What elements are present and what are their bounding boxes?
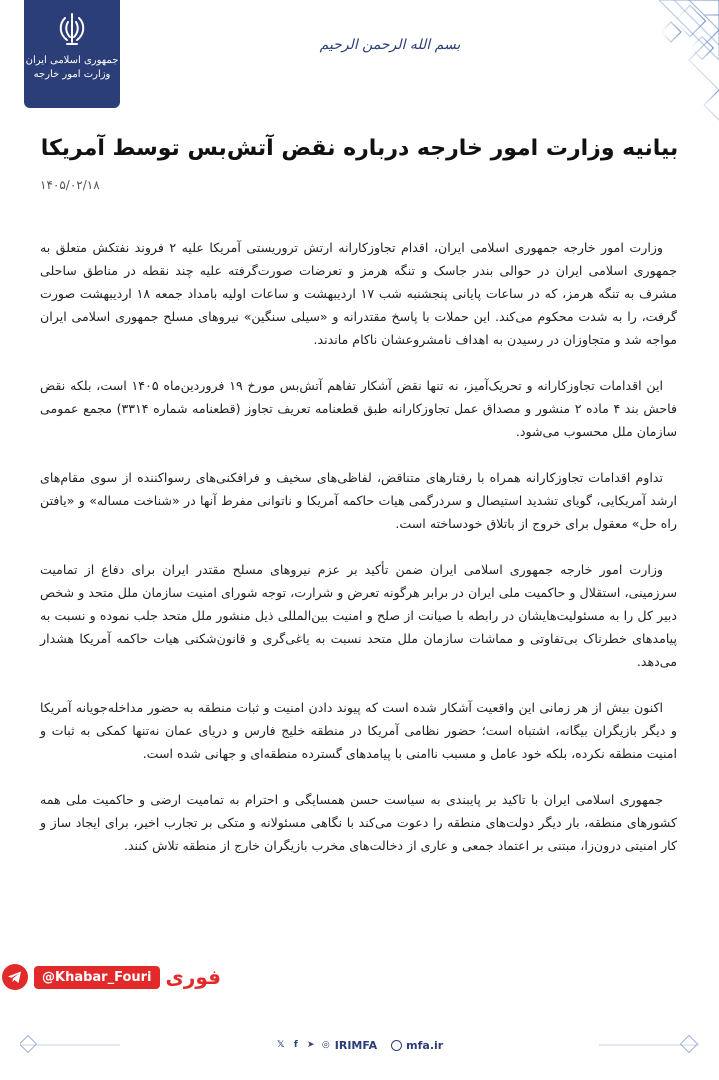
channel-brand-logo: فوری — [165, 965, 221, 989]
footer — [0, 1010, 719, 1080]
facebook-icon: f — [293, 1040, 298, 1050]
paragraph: تداوم اقدامات تجاوزکارانه همراه با رفتارهای متناقض، لفاظی‌های سخیف و فرافکنی‌های رسواکننده از سوی مقام‌های ارشد آمریکایی، گویای تشدید استیصال و سردرگمی هیات حاکمه آمریکا و ناتوانی مفرط آنها در «شناخت مساله» و «یافتن راه حل» معقول برای خروج از باتلاق خودساخته است. — [40, 470, 677, 531]
iran-emblem-icon — [24, 10, 120, 52]
footer-social[interactable] — [276, 1039, 377, 1052]
decorative-corner-pattern — [569, 0, 719, 150]
basmala-calligraphy: بسم الله الرحمن الرحیم — [319, 37, 461, 53]
paragraph: وزارت امور خارجه جمهوری اسلامی ایران، اقدام تجاوزکارانه ارتش تروریستی آمریکا علیه ۲ فروند نفتکش متعلق به جمهوری اسلامی ایران در حوالی بندر جاسک و تنگه هرمز و تعرضات صورت‌گرفته علیه چند نقطه در مناطق ساحلی مشرف به تنگه هرمز، که در ساعات پایانی پنجشنبه شب ۱۷ اردیبهشت و ساعات اولیه بامداد جمعه ۱۸ اردیبهشت صورت گرفت، را به شدت محکوم می‌کند. این حملات با پاسخ مقتدرانه و «سیلی سنگین» نیروهای مسلح جمهوری اسلامی ایران مواجه شد و متجاوزان در رسیدن به اهداف نامشروعشان ناکام ماندند. — [40, 240, 677, 347]
telegram-small-icon: ➤ — [307, 1040, 315, 1050]
channel-handle: @Khabar_Fouri — [34, 966, 160, 989]
paragraph: وزارت امور خارجه جمهوری اسلامی ایران ضمن تأکید بر عزم نیروهای مسلح مقتدر ایران برای دفاع از تمامیت سرزمینی، استقلال و حاکمیت ملی ایران در برابر هرگونه تعرض و شرارت، توجه شورای امنیت سازمان ملل متحد و شخص دبیر کل را به مسئولیت‌هایشان در رابطه با صیانت از صلح و امنیت بین‌المللی ذیل منشور ملل متحد جلب نموده و نسبت به پیامدهای خطرناک بی‌تفاوتی و مماشات سازمان ملل متحد نسبت به یاغی‌گری و قانون‌شکنی هیات حاکمه آمریکا هشدار می‌دهد. — [40, 562, 677, 669]
footer-website[interactable] — [391, 1039, 443, 1052]
paragraph: این اقدامات تجاوزکارانه و تحریک‌آمیز، نه تنها نقض آشکار تفاهم آتش‌بس مورخ ۱۹ فروردین‌ماه ۱۴۰۵ است، بلکه نقض فاحش بند ۴ ماده ۲ منشور و مصداق عمل تجاوزکارانه طبق قطعنامه تعریف تجاوز (قطعنامه شماره ۳۳۱۴) مجمع عمومی سازمان ملل محسوب می‌شود. — [40, 378, 678, 439]
paragraph: جمهوری اسلامی ایران با تاکید بر پایبندی به سیاست حسن همسایگی و احترام به تمامیت ارضی و حاکمیت ملی همه کشورهای منطقه، بار دیگر دولت‌های منطقه را دعوت می‌کند با نگاهی مسئولانه و متکی بر تجارب اخیر، برای ایجاد ساز و کار امنیتی درون‌زا، مبتنی بر اعتماد جمعی و عاری از دخالت‌های مخرب بازیگران خارج از منطقه تلاش کنند. — [40, 792, 677, 853]
channel-watermark — [0, 960, 220, 994]
instagram-icon: ◎ — [321, 1040, 330, 1050]
footer-decoration-right — [599, 1034, 699, 1056]
emblem-country-name: جمهوری اسلامی ایران — [25, 55, 119, 66]
ministry-emblem-box — [24, 0, 120, 108]
emblem-ministry-name: وزارت امور خارجه — [33, 69, 111, 80]
statement-date: ۱۴۰۵/۰۲/۱۸ — [40, 178, 100, 192]
social-handle: IRIMFA — [334, 1038, 378, 1052]
social-icons — [276, 1040, 331, 1050]
footer-contact-bar — [120, 1028, 599, 1062]
statement-title: بیانیه وزارت امور خارجه درباره نقض آتش‌بس توسط آمریکا — [40, 136, 679, 161]
globe-icon — [391, 1040, 402, 1051]
paragraph: اکنون بیش از هر زمانی این واقعیت آشکار شده است که پیوند دادن امنیت و ثبات منطقه به حضور مداخله‌جویانه آمریکا و دیگر بازیگران بیگانه، اشتباه است؛ حضور نظامی آمریکا در منطقه خلیج فارس و دریای عمان نه‌تنها کمکی به ثبات و امنیت منطقه نکرده، بلکه خود عامل و مسبب ناامنی با پیامدهای گسترده منطقه‌ای و جهانی شده است. — [40, 700, 677, 761]
statement-body — [40, 236, 677, 880]
x-icon: 𝕏 — [277, 1040, 285, 1050]
website-text: mfa.ir — [406, 1038, 444, 1052]
footer-decoration-left — [20, 1034, 120, 1056]
telegram-icon — [2, 964, 28, 990]
